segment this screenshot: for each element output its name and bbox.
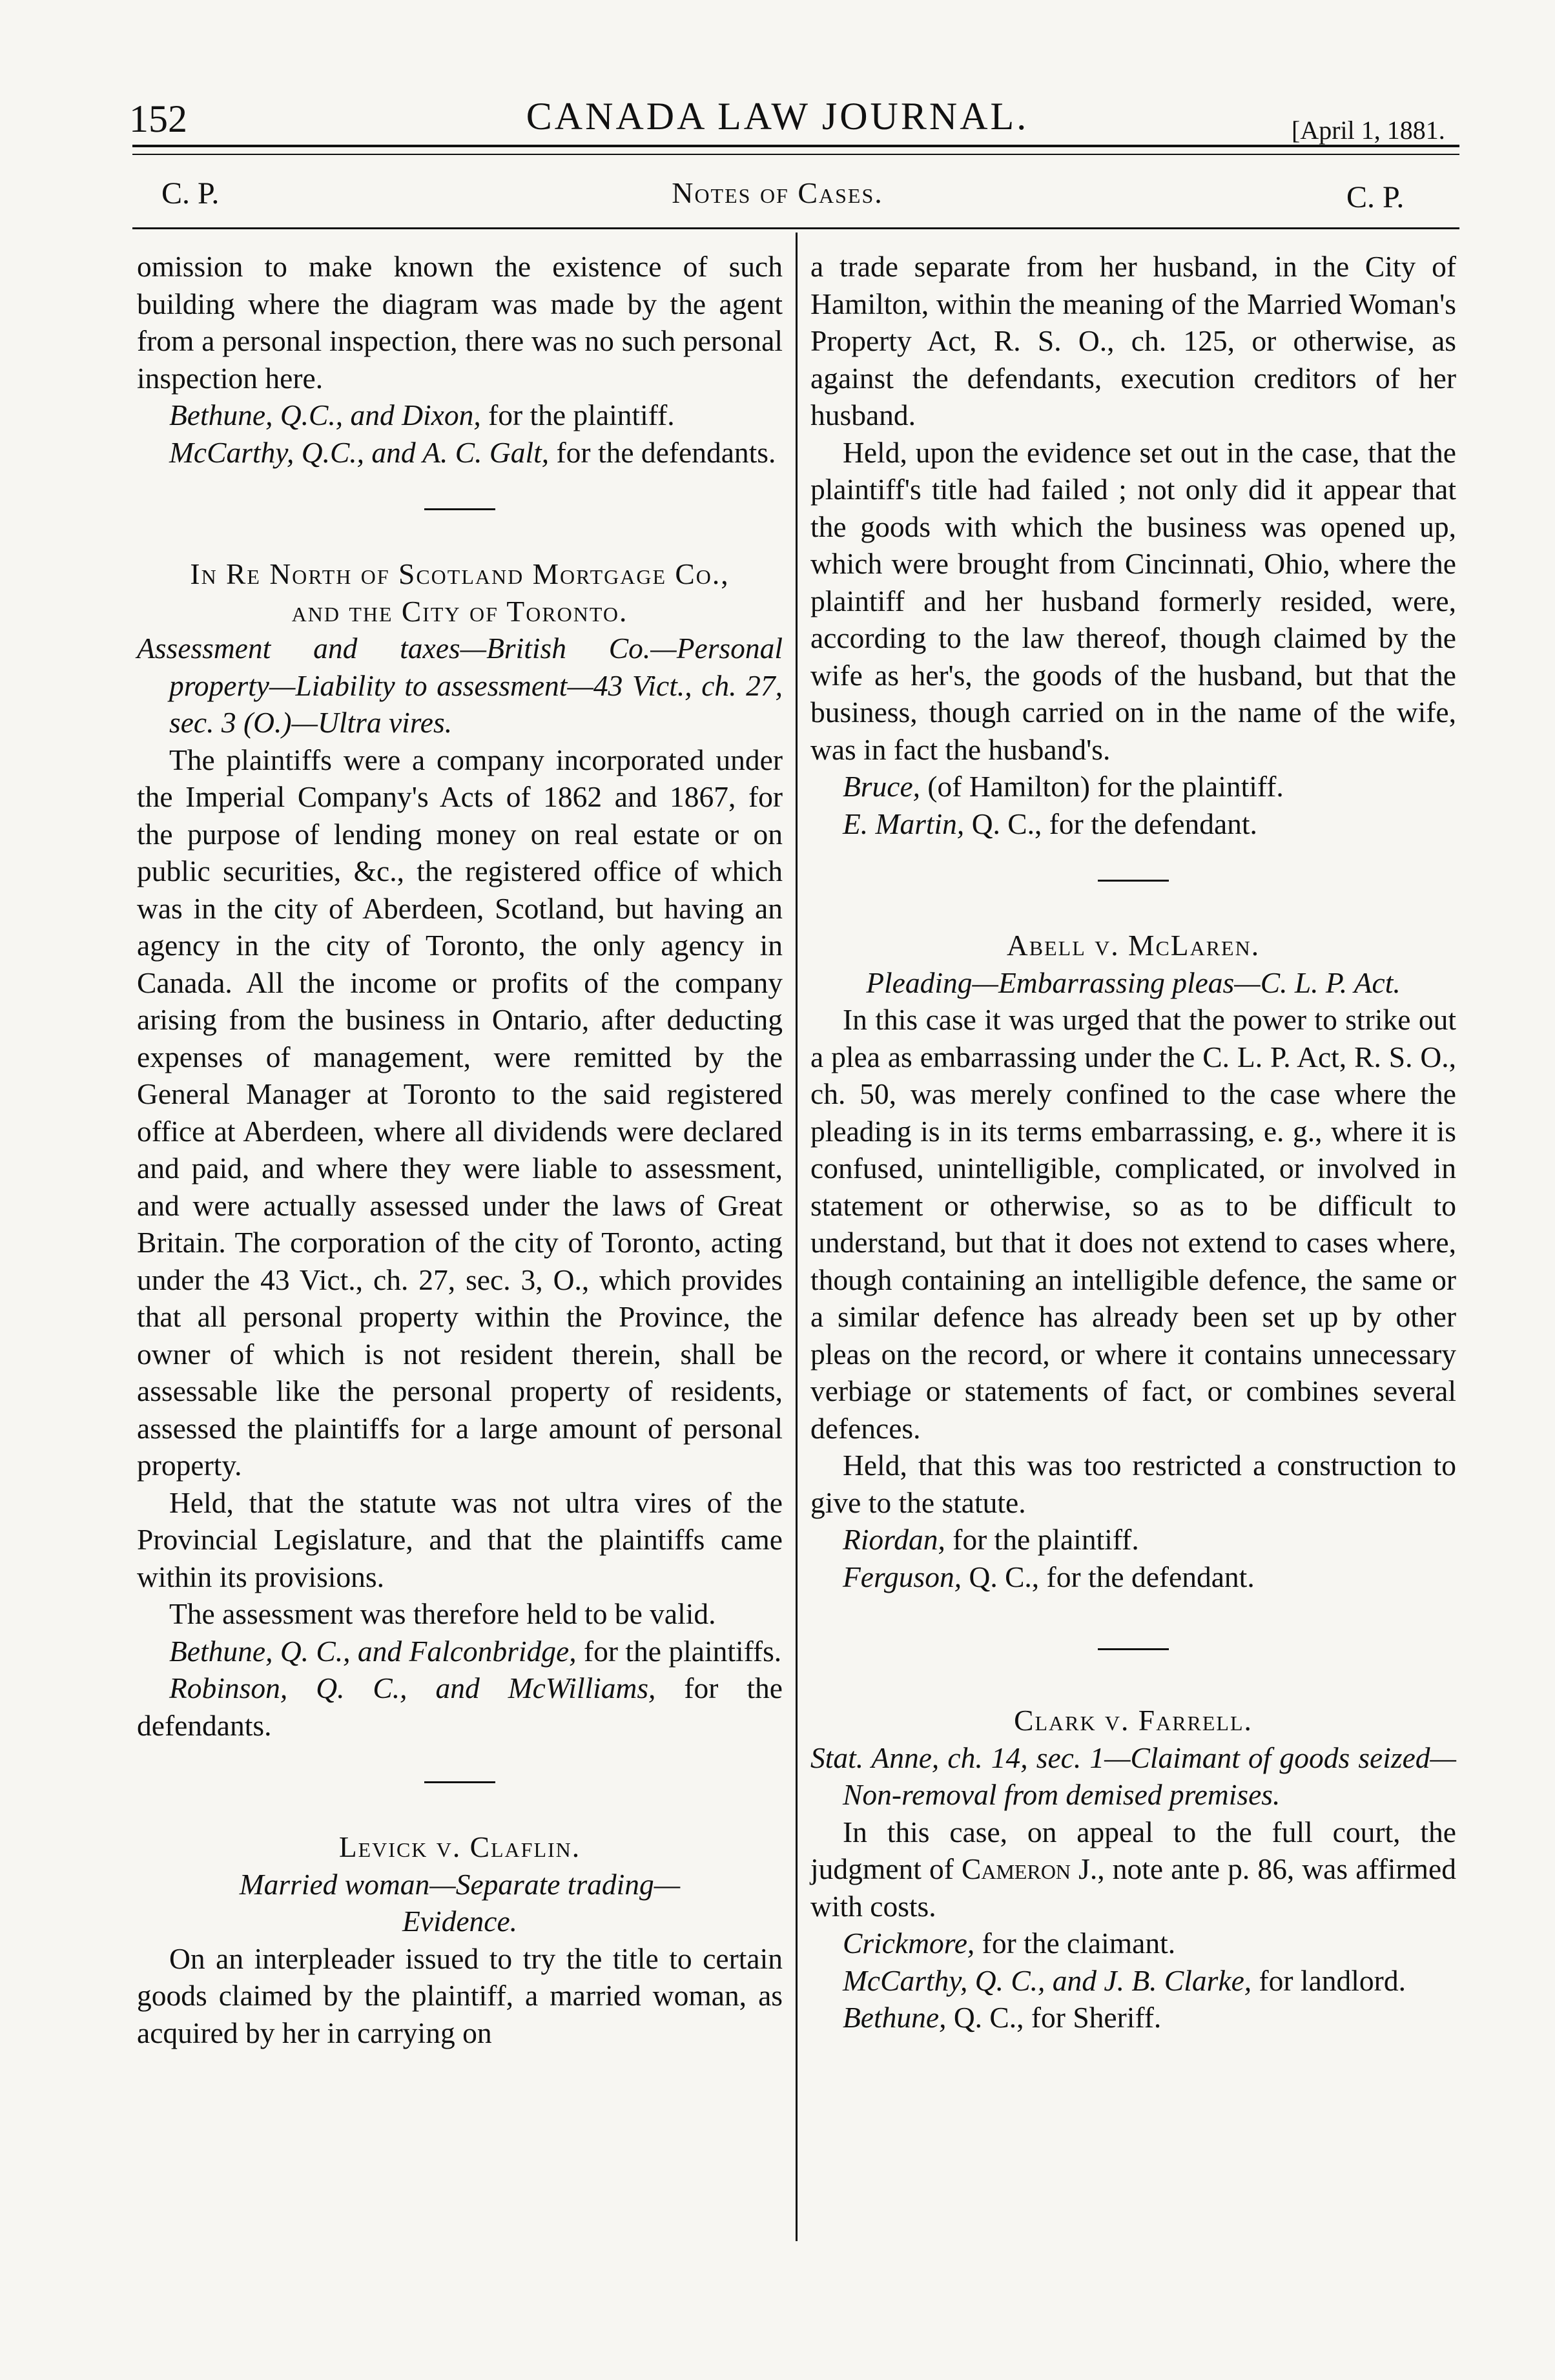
counsel-line: Robinson, Q. C., and McWilliams, for the defendants. bbox=[137, 1671, 783, 1742]
case-facts: In this case it was urged that the power to strike out a plea as embarrassing under the C. L. P. Act, R. S. O., ch. 50, was merely confined to the case where the pleading is in its terms embarrassing, e. g., where it is confused, unintelligible, complicated, or involved in statement or otherwise, so as to be difficult to understand, but that it does not extend to cases where, though containing an intelligible defence, the same or a similar defence has already been set up by other pleas on the record, or where it contains unnecessary verbiage or statements of fact, or combines several defences. bbox=[810, 1003, 1456, 1445]
case-title: Clark v. Farrell. bbox=[1014, 1704, 1253, 1737]
header-rule-thick bbox=[132, 145, 1459, 147]
right-column bbox=[810, 248, 1456, 2036]
court-label-right: C. P. bbox=[1346, 180, 1405, 214]
case-separator bbox=[1098, 880, 1169, 882]
case-title: In Re North of Scotland Mortgage Co., bbox=[190, 557, 730, 590]
case-holding: Held, that the statute was not ultra vires of the Provincial Legislature, and that the plaintiffs came within its provisions. bbox=[137, 1485, 783, 1593]
judge-name: Cameron bbox=[962, 1852, 1071, 1885]
header-rule-thin bbox=[132, 154, 1459, 155]
counsel-line: McCarthy, Q.C., and A. C. Galt, for the defendants. bbox=[169, 435, 776, 469]
counsel-line: McCarthy, Q. C., and J. B. Clarke, for landlord. bbox=[843, 1963, 1406, 1997]
case-separator bbox=[424, 1781, 495, 1783]
opening-paragraph: omission to make known the existence of such building where the diagram was made by the agent from a personal inspection, there was no such personal inspection here. bbox=[137, 250, 783, 395]
case-holding: Held, that this was too restricted a construction to give to the statute. bbox=[810, 1449, 1456, 1519]
case-facts: On an interpleader issued to try the title to certain goods claimed by the plaintiff, a married woman, as acquired by her in carrying on bbox=[137, 1941, 783, 2049]
case-facts: The plaintiffs were a company incorporated under the Imperial Company's Acts of 1862 and 1867, for the purpose of lending money on real estate or on public securities, &c., the registered office of which was in the city of Aberdeen, Scotland, but having an agency in the city of Toronto, the only agency in Canada. All the income or profits of the company arising from the business in Ontario, after deducting expenses of management, were remitted by the General Manager at Toronto to the said registered office at Aberdeen, where all dividends were declared and paid, and where they were liable to assessment, and were actually assessed under the laws of Great Britain. The corporation of the city of Toronto, acting under the 43 Vict., ch. 27, sec. 3, O., which provides that all personal property within the Province, the owner of which is not resident therein, shall be assessable like the personal property of residents, assessed the plaintiffs for a large amount of personal property. bbox=[137, 743, 783, 1482]
case-separator bbox=[424, 508, 495, 510]
case-headnote: Married woman—Separate trading— bbox=[239, 1867, 681, 1901]
case-separator bbox=[1098, 1648, 1169, 1650]
case-facts: In this case, on appeal to the full court, the judgment of Cameron J., note ante p. 86, was affirmed with costs. bbox=[810, 1815, 1457, 1923]
case-headnote: Stat. Anne, ch. 14, sec. 1—Claimant of goods seized—Non-removal from demised premises. bbox=[810, 1741, 1456, 1811]
column-divider bbox=[796, 233, 798, 2241]
case-result: The assessment was therefore held to be valid. bbox=[169, 1597, 716, 1630]
counsel-line: Ferguson, Q. C., for the defendant. bbox=[843, 1560, 1255, 1593]
counsel-line: Riordan, for the plaintiff. bbox=[843, 1523, 1139, 1556]
case-title-continued: and the City of Toronto. bbox=[291, 594, 628, 628]
journal-title: CANADA LAW JOURNAL. bbox=[526, 95, 1029, 138]
page-number: 152 bbox=[129, 98, 187, 140]
counsel-line: Bethune, Q. C., and Falconbridge, for the plaintiffs. bbox=[169, 1634, 782, 1668]
counsel-line: Bethune, Q.C., and Dixon, for the plaintiff. bbox=[169, 398, 675, 431]
court-label-left: C. P. bbox=[161, 176, 220, 211]
left-column bbox=[137, 248, 783, 2051]
case-facts-continued: a trade separate from her husband, in the City of Hamilton, within the meaning of the Married Woman's Property Act, R. S. O., ch. 125, or otherwise, as against the defendants, execution creditors of her husband. bbox=[810, 250, 1456, 431]
case-headnote: Assessment and taxes—British Co.—Personal property—Liability to assessment—43 Vict., ch. 27, sec. 3 (O.)—Ultra vires. bbox=[137, 632, 783, 739]
section-rule bbox=[132, 227, 1459, 229]
section-title: Notes of Cases. bbox=[672, 176, 883, 209]
counsel-line: Bethune, Q. C., for Sheriff. bbox=[843, 2001, 1162, 2034]
case-holding: Held, upon the evidence set out in the case, that the plaintiff's title had failed ; not only did it appear that the goods with which the business was opened up, which were brought from Cincinnati, Ohio, where the plaintiff and her husband formerly resided, were, according to the law thereof, though claimed by the wife as her's, the goods of the husband, but that the business, though carried on in the name of the wife, was in fact the husband's. bbox=[810, 435, 1456, 766]
counsel-line: Bruce, (of Hamilton) for the plaintiff. bbox=[843, 770, 1284, 803]
case-title: Abell v. McLaren. bbox=[1006, 929, 1261, 962]
counsel-line: E. Martin, Q. C., for the defendant. bbox=[843, 807, 1257, 840]
case-headnote: Pleading—Embarrassing pleas—C. L. P. Act. bbox=[866, 966, 1401, 999]
case-title: Levick v. Claflin. bbox=[338, 1830, 581, 1863]
issue-date: [April 1, 1881. bbox=[1292, 116, 1445, 145]
case-headnote-continued: Evidence. bbox=[402, 1905, 518, 1938]
counsel-line: Crickmore, for the claimant. bbox=[843, 1927, 1176, 1960]
